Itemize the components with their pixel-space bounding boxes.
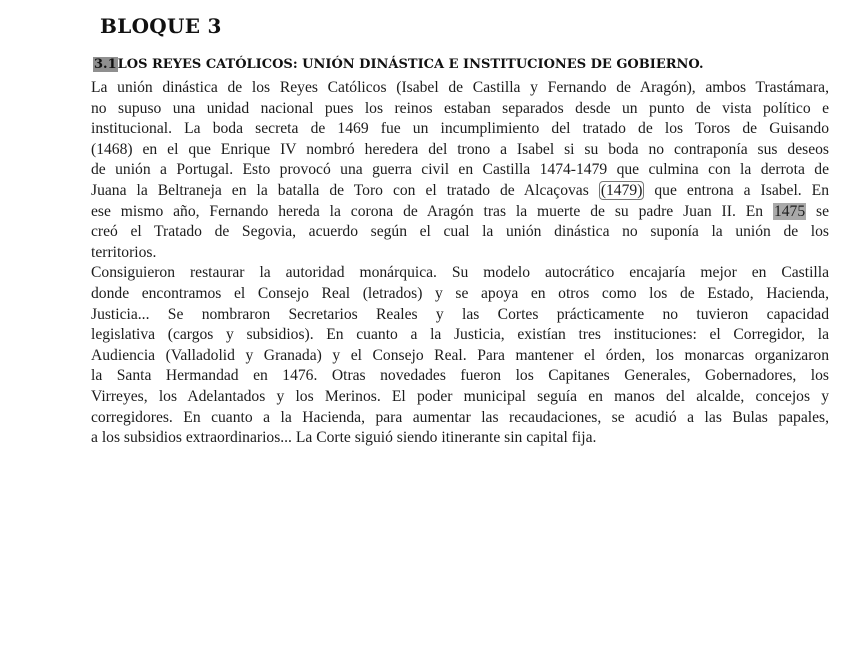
paragraph-line: corregidores. En cuanto a la Hacienda, para aumentar las recaudaciones, se acudió a las Bulas papales,	[91, 408, 829, 426]
paragraph-line: la Santa Hermandad en 1476. Otras novedades fueron los Capitanes Generales, Gobernadores, los	[91, 367, 829, 385]
body-text	[91, 78, 829, 449]
paragraph-line: territorios.	[91, 243, 157, 261]
paragraph-line: La unión dinástica de los Reyes Católicos (Isabel de Castilla y Fernando de Aragón), ambos Trastámara,	[91, 79, 829, 96]
section-heading-text: LOS REYES CATÓLICOS: UNIÓN DINÁSTICA E INSTITUCIONES DE GOBIERNO.	[117, 57, 704, 72]
highlighted-year-1479: (1479)	[600, 181, 643, 199]
paragraph-line: (1468) en el que Enrique IV nombró heredera del trono a Isabel si su boda no contraponía sus deseos	[91, 140, 829, 158]
paragraph-line: no supuso una unidad nacional pues los reinos estaban separados desde un punto de vista político e	[91, 99, 829, 117]
section-heading	[93, 57, 793, 72]
paragraph-line: Audiencia (Valladolid y Granada) y el Consejo Real. Para mantener el órden, los monarcas organizaron	[91, 346, 829, 364]
paragraph-line: institucional. La boda secreta de 1469 fue un incumplimiento del tratado de los Toros de Guisando	[91, 120, 829, 138]
highlighted-year-1475: 1475	[773, 202, 806, 220]
paragraph-line: a los subsidios extraordinarios... La Corte siguió siendo itinerante sin capital fija.	[91, 429, 597, 447]
page-title: BLOQUE 3	[100, 14, 222, 38]
line-text: se	[806, 202, 830, 220]
paragraph-line: creó el Tratado de Segovia, acuerdo según el cual la unión dinástica no suponía la unión de los	[91, 223, 829, 241]
line-text: que entrona a Isabel. En	[644, 181, 830, 199]
paragraph-line: Virreyes, los Adelantados y los Merinos. El poder municipal seguía en manos del alcalde, concejos y	[91, 387, 829, 405]
paragraph-2	[91, 263, 829, 448]
paragraph-line	[91, 202, 829, 223]
paragraph-line	[91, 181, 829, 202]
line-text: ese mismo año, Fernando hereda la corona de Aragón tras la muerte de su padre Juan II. En	[91, 202, 773, 220]
paragraph-1	[91, 78, 829, 263]
paragraph-line: Justicia... Se nombraron Secretarios Reales y las Cortes prácticamente no tuvieron capacidad	[91, 305, 829, 323]
paragraph-line: de unión a Portugal. Esto provocó una guerra civil en Castilla 1474-1479 que culmina con la derrota de	[91, 161, 829, 179]
section-number: 3.1	[94, 57, 117, 72]
paragraph-line: Consiguieron restaurar la autoridad monárquica. Su modelo autocrático encajaría mejor en Castilla	[91, 264, 829, 282]
line-text: Juana la Beltraneja en la batalla de Toro con el tratado de Alcaçovas	[91, 181, 589, 199]
paragraph-line: legislativa (cargos y subsidios). En cuanto a la Justicia, existían tres instituciones: el Corregidor, la	[91, 326, 829, 344]
paragraph-line: donde encontramos el Consejo Real (letrados) y se apoya en otros como los de Estado, Hacienda,	[91, 284, 829, 302]
